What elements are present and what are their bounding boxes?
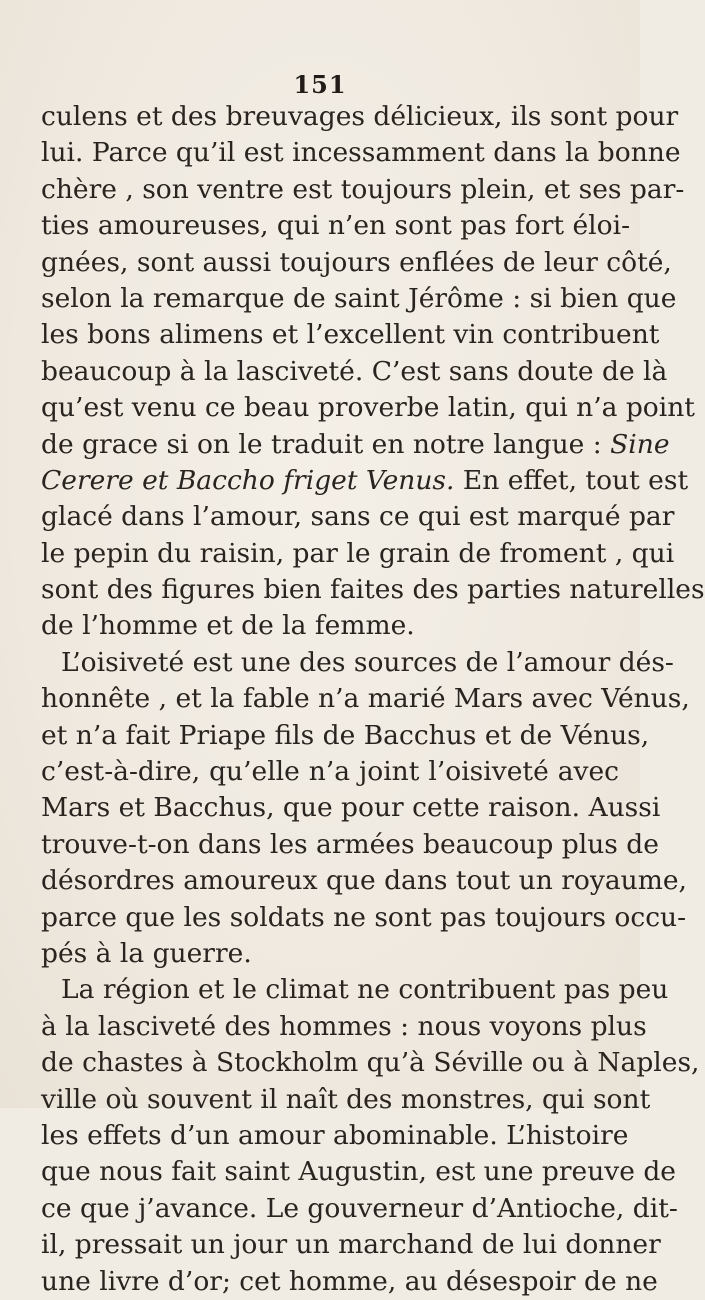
text-line [41,499,675,535]
text-segment: L’oisiveté est une des sources de l’amour dés- [61,646,674,678]
page-number: 151 [293,70,347,99]
text-segment: que nous fait saint Augustin, est une preuve de [41,1156,676,1188]
text-segment: sont des figures bien faites des parties naturelles [41,574,705,606]
text-segment: La région et le climat ne contribuent pas peu [61,974,669,1006]
text-segment: une livre d’or; cet homme, au désespoir de ne [41,1265,658,1297]
body-text [41,99,705,1300]
text-segment: beaucoup à la lasciveté. C’est sans doute de là [41,355,668,387]
text-line [41,135,681,171]
text-line [41,245,672,281]
text-line [41,1082,651,1118]
text-line [41,281,677,317]
text-line [41,390,695,426]
text-line [41,936,619,972]
text-line [41,790,661,826]
text-line [41,1227,661,1263]
text-line [41,681,690,717]
text-segment: culens et des breuvages délicieux, ils sont pour [41,101,679,132]
text-line [41,427,670,463]
text-segment: c’est-à-dire, qu’elle n’a joint l’oisiveté avec [41,756,619,788]
text-segment: il, pressait un jour un marchand de lui donner [41,1229,661,1261]
text-segment: pés à la guerre. [41,937,252,969]
text-line [41,718,650,754]
text-segment: ties amoureuses, qui n’en sont pas fort éloi- [41,210,631,242]
text-line [41,172,685,208]
text-line [41,572,705,608]
text-line [41,1154,676,1190]
text-line [41,645,674,681]
text-segment: les effets d’un amour abominable. L’histoire [41,1119,629,1151]
text-segment: le pepin du raisin, par le grain de froment , qui [41,537,675,569]
italic-text: Sine [610,428,670,460]
text-line [41,863,687,899]
text-segment: honnête , et la fable n’a marié Mars avec Vénus, [41,683,690,715]
text-segment: de chastes à Stockholm qu’à Séville ou à Naples, [41,1047,700,1079]
text-segment: désordres amoureux que dans tout un royaume, [41,865,687,897]
text-segment: ville où souvent il naît des monstres, qui sont [41,1083,651,1115]
text-line [41,827,659,863]
text-segment: les bons alimens et l’excellent vin contribuent [41,319,660,351]
text-line [41,1045,700,1081]
text-line [41,1264,658,1300]
text-segment: parce que les soldats ne sont pas toujours occu- [41,901,687,933]
text-line [41,536,675,572]
text-line [41,208,631,244]
text-segment: de grace si on le traduit en notre langue : [41,428,611,460]
text-line [41,900,687,936]
text-segment: Mars et Bacchus, que pour cette raison. Aussi [41,792,661,824]
text-line [41,317,660,353]
italic-text: Cerere et Baccho friget Venus. [41,464,455,496]
text-segment: chère , son ventre est toujours plein, et ses par- [41,173,685,205]
text-segment: et n’a fait Priape fils de Bacchus et de Vénus, [41,719,650,751]
text-segment: selon la remarque de saint Jérôme : si bien que [41,282,677,314]
text-segment: lui. Parce qu’il est incessamment dans la bonne [41,137,681,169]
text-segment: ce que j’avance. Le gouverneur d’Antioche, dit- [41,1192,678,1224]
text-line [41,754,619,790]
text-line [41,463,689,499]
text-segment: de l’homme et de la femme. [41,610,415,642]
text-line [41,1191,678,1227]
text-line [41,608,619,644]
text-segment: qu’est venu ce beau proverbe latin, qui n’a point [41,392,695,424]
text-line [41,99,679,135]
text-segment: gnées, sont aussi toujours enflées de leur côté, [41,246,672,278]
text-line [41,972,669,1008]
text-segment: En effet, tout est [454,464,689,496]
text-line [41,1118,629,1154]
text-line [41,354,668,390]
text-line [41,1009,647,1045]
text-segment: glacé dans l’amour, sans ce qui est marqué par [41,501,675,533]
text-segment: à la lasciveté des hommes : nous voyons plus [41,1010,647,1042]
text-segment: trouve-t-on dans les armées beaucoup plus de [41,828,659,860]
